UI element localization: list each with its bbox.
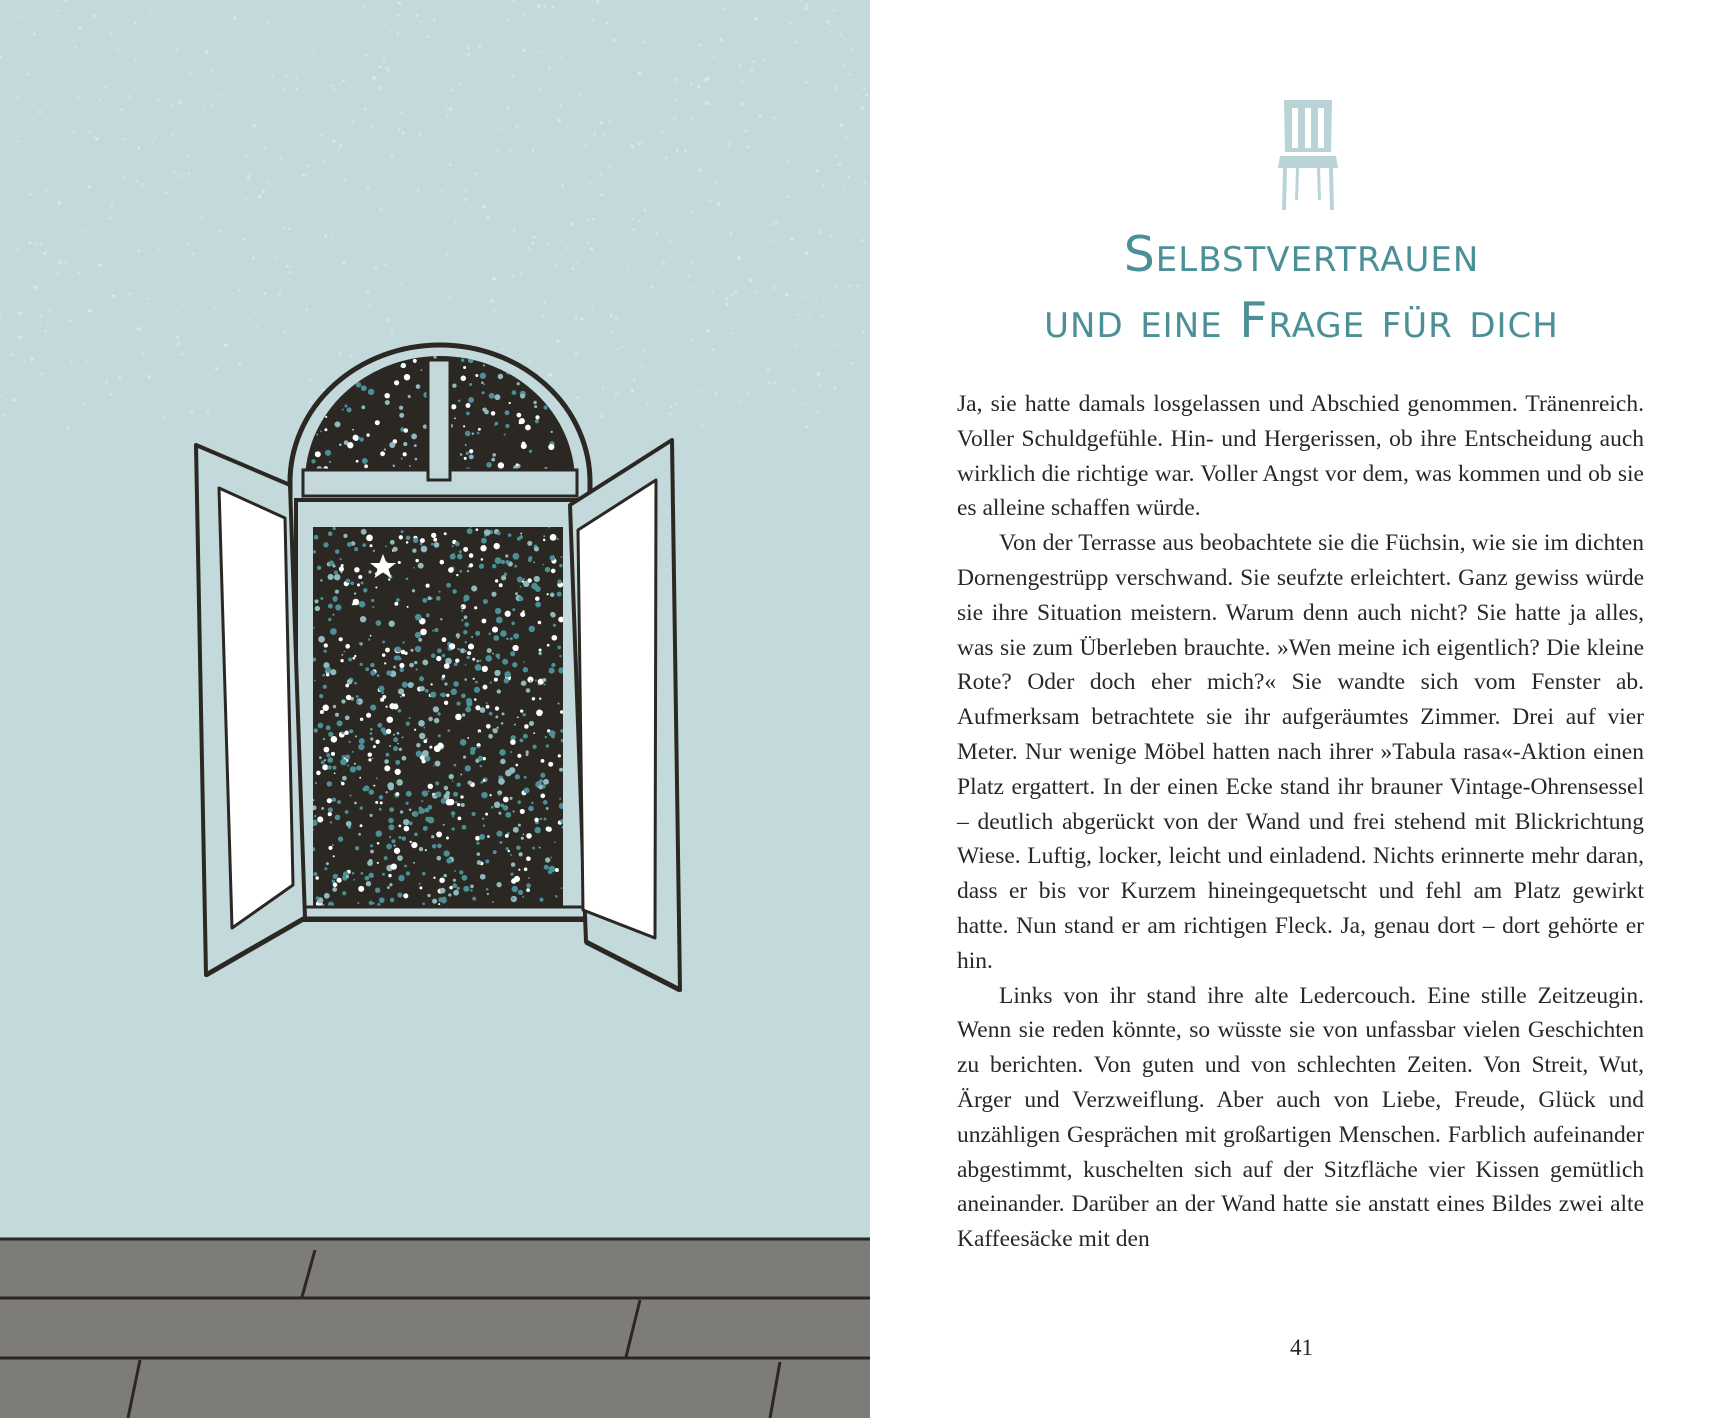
text-page	[870, 0, 1733, 1418]
left-window-shutter	[196, 445, 305, 975]
right-window-shutter	[570, 440, 680, 990]
chapter-title-line-1: Selbstvertrauen	[1123, 226, 1480, 283]
chapter-title	[870, 222, 1733, 354]
paragraph-3: Links von ihr stand ihre alte Ledercouch. Eine stille Zeitzeugin. Wenn sie reden könnte, so wüsste sie von unfassbar vielen Geschichten zu berichten. Von guten und von schlechten Zeiten. Von Streit, Wut, Ärger und Verzweiflung. Aber auch von Liebe, Freude, Glück und unzähligen Gesprächen mit großartigen Menschen. Farblich aufeinander abgestimmt, kuschelten sich auf der Sitzfläche vier Kissen gemütlich aneinander. Darüber an der Wand hatte sie anstatt eines Bildes zwei alte Kaffeesäcke mit den	[957, 982, 1644, 1253]
page-number: 41	[1290, 1335, 1313, 1360]
chapter-title-line-2: und eine Frage für dich	[1044, 292, 1559, 349]
body-text	[957, 387, 1644, 1257]
chair-icon	[1278, 96, 1338, 211]
window-frame	[280, 345, 600, 920]
paragraph-1: Ja, sie hatte damals losgelassen und Abschied genommen. Tränenreich. Voller Schuldgefühle. Hin- und Hergerissen, ob ihre Entscheidung auch wirklich die richtige war. Voller Angst vor dem, was kommen und ob sie es alleine schaffen würde.	[957, 391, 1644, 522]
wooden-floor	[0, 1238, 870, 1418]
paragraph-2: Von der Terrasse aus beobachtete sie die Füchsin, wie sie im dichten Dornengestrüpp verschwand. Sie seufzte erleichtert. Ganz gewiss würde sie ihre Situation meistern. Warum denn auch nicht? Sie hatte ja alles, was sie zum Überleben brauchte. »Wen meine ich eigentlich? Die kleine Rote? Oder doch eher mich?« Sie wandte sich vom Fenster ab. Aufmerksam betrachtete sie ihr aufgeräumtes Zimmer. Drei auf vier Meter. Nur wenige Möbel hatten nach ihrer »Tabula rasa«-Aktion einen Platz ergattert. In der einen Ecke stand ihr brauner Vintage-Ohrensessel – deutlich abgerückt von der Wand und frei stehend mit Blickrichtung Wiese. Luftig, locker, leicht und einladend. Nichts erinnerte mehr daran, dass er bis vor Kurzem hineingequetscht und fehl am Platz gewirkt hatte. Nun stand er am richtigen Fleck. Ja, genau dort – dort gehörte er hin.	[957, 530, 1644, 974]
